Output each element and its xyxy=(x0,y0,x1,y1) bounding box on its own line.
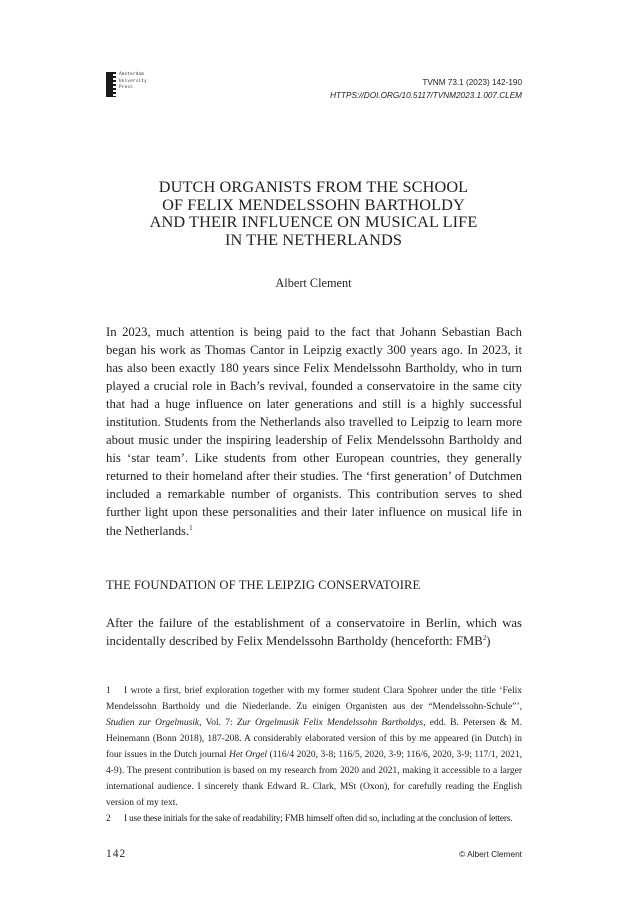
publisher-name-line: University xyxy=(119,78,147,84)
journal-citation: TVNM 73.1 (2023) 142-190 xyxy=(422,78,522,87)
doi-link[interactable]: HTTPS://DOI.ORG/10.5117/TVNM2023.1.007.CLEM xyxy=(330,91,522,100)
article-title xyxy=(100,178,527,248)
footnote-text: I wrote a first, brief exploration together with my former student Clara Spohrer under the title ‘Felix Mendelssohn Bartholdy und die Niederlande. Zu einigen Organisten aus der “Mendelssohn-Schule”’, xyxy=(106,686,522,713)
footnote-2 xyxy=(106,811,522,827)
section-heading: THE FOUNDATION OF THE LEIPZIG CONSERVATOIRE xyxy=(106,578,421,592)
title-line: DUTCH ORGANISTS FROM THE SCHOOL xyxy=(158,177,469,196)
footnote-ref-1[interactable]: 1 xyxy=(189,523,193,532)
publisher-name-line: Amsterdam xyxy=(119,72,145,77)
footnote-1 xyxy=(106,683,522,811)
footnote-italic-title: Zur Orgelmusik Felix Mendelssohn Bartholdys xyxy=(236,718,424,729)
article-author: Albert Clement xyxy=(275,276,352,290)
copyright-notice: © Albert Clement xyxy=(459,849,522,859)
abstract-paragraph xyxy=(106,323,522,540)
title-line: AND THEIR INFLUENCE ON MUSICAL LIFE xyxy=(149,212,478,231)
publisher-name-line: Press xyxy=(119,85,133,90)
section-paragraph xyxy=(106,614,522,650)
section-paragraph-end: ) xyxy=(486,634,491,649)
title-line: IN THE NETHERLANDS xyxy=(225,229,402,249)
aup-logo-mark-icon xyxy=(106,72,114,97)
footnote-text: , edd. B. Petersen & M. Heinemann (Bonn 2018), 187-208. A considerably elaborated version of this by me appeared (in Dutch) in four issues in the Dutch journal xyxy=(106,718,522,761)
footnotes xyxy=(106,683,522,827)
footnote-text: (116/4 2020, 3-8; 116/5, 2020, 3-9; 116/6, 2020, 3-9; 117/1, 2021, 4-9). The present contribution is based on my research from 2020 and 2021, making it accessible to a larger international audience. I sincerely thank Edward R. Clark, MSt (Oxon), for carefully reading the English version of my text. xyxy=(106,750,522,809)
journal-info xyxy=(330,76,522,102)
title-line: OF FELIX MENDELSSOHN BARTHOLDY xyxy=(162,194,465,214)
page-number: 142 xyxy=(106,848,127,860)
publisher-name xyxy=(119,72,147,92)
abstract-text: In 2023, much attention is being paid to the fact that Johann Sebastian Bach began his work as Thomas Cantor in Leipzig exactly 300 years ago. In 2023, it has also been exactly 180 years since Felix Mendelssohn Bartholdy, who in turn played a crucial role in Bach’s revival, founded a conservatoire in the same city that had a huge influence on later generations and still is a highly successful institution. Students from the Netherlands also travelled to Leipzig to learn more about music under the inspiring leadership of Felix Mendelssohn Bartholdy and his ‘star team’. Like students from other European countries, they generally returned to their homeland after their studies. The ‘first generation’ of Dutchmen included a remarkable number of organists. This contribution serves to shed further light upon these personalities and their later influence on musical life in the Netherlands. xyxy=(106,325,522,538)
footnote-text: I use these initials for the sake of readability; FMB himself often did so, including at the conclusion of letters. xyxy=(124,814,513,825)
footnote-number: 2 xyxy=(106,814,111,825)
publisher-logo xyxy=(106,72,147,97)
footnote-italic-title: Studien zur Orgelmusik xyxy=(106,718,200,729)
section-paragraph-text: After the failure of the establishment of a conservatoire in Berlin, which was incidentally described by Felix Mendelssohn Bartholdy (henceforth: FMB xyxy=(106,616,522,649)
footnote-number: 1 xyxy=(106,686,111,696)
footnote-ref-2[interactable]: 2 xyxy=(482,634,487,643)
footnote-text: , Vol. 7: xyxy=(199,718,237,729)
footnote-italic-title: Het Orgel xyxy=(228,750,268,761)
